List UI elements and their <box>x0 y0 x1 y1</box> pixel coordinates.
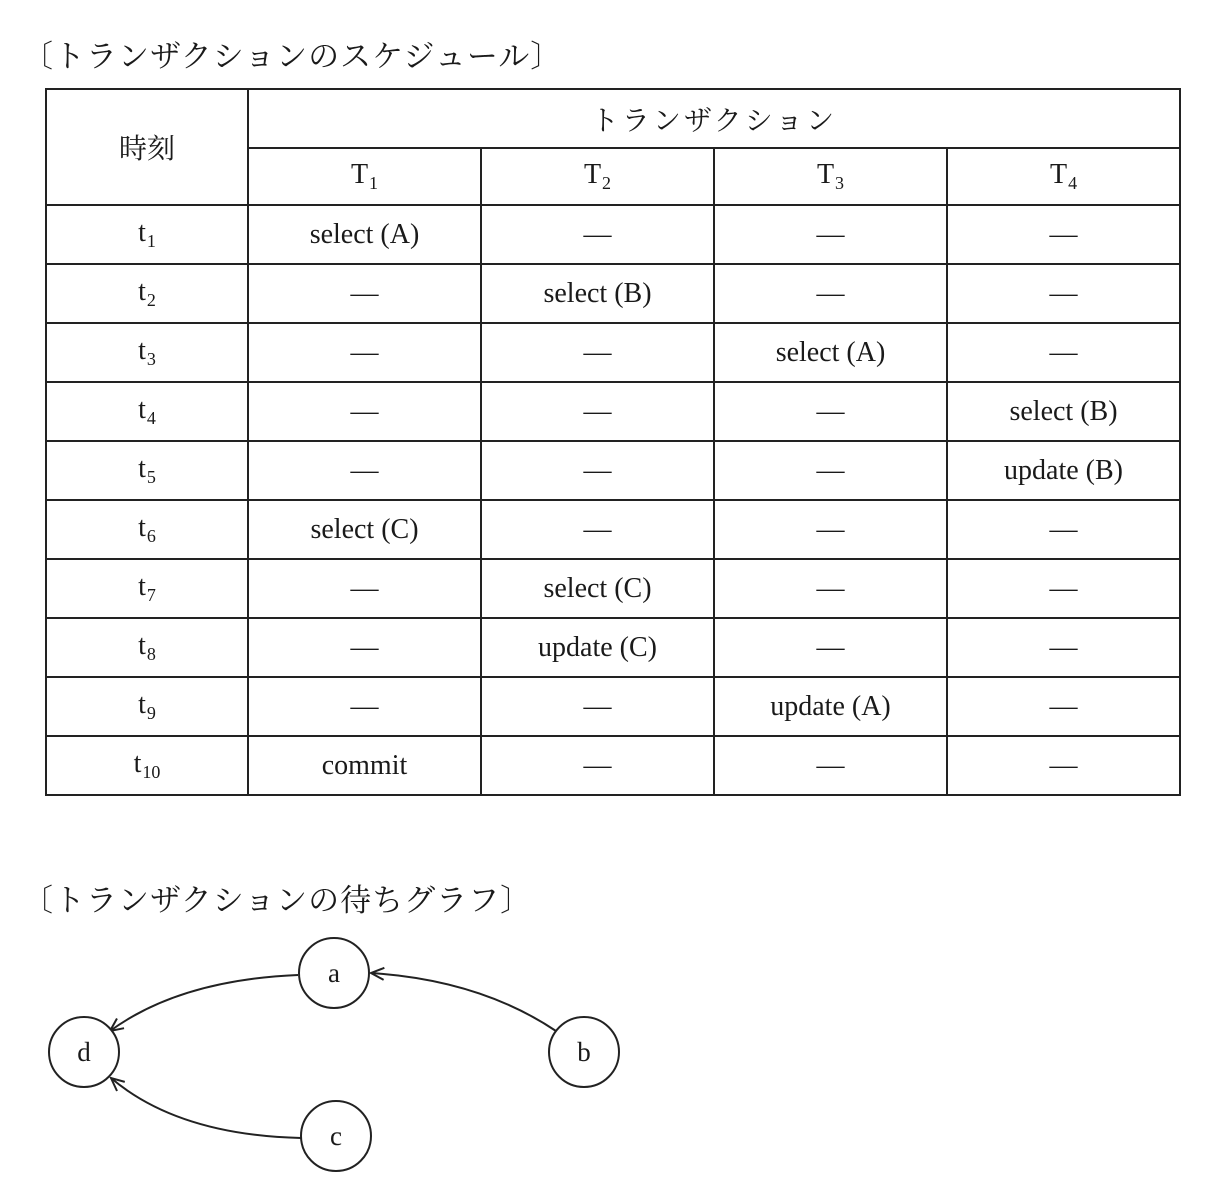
operation-cell: — <box>481 736 714 795</box>
operation-cell: — <box>714 264 947 323</box>
operation-cell: — <box>248 264 481 323</box>
node-label: d <box>77 1037 91 1067</box>
operation-cell: — <box>714 559 947 618</box>
operation-cell: select (B) <box>481 264 714 323</box>
operation-cell: — <box>248 677 481 736</box>
transaction-column-header: $T_3$ <box>714 148 947 205</box>
table-row <box>46 205 1180 264</box>
time-cell: $t_{10}$ <box>46 736 248 795</box>
operation-cell: — <box>947 205 1180 264</box>
transaction-column-header: $T_1$ <box>248 148 481 205</box>
operation-cell: — <box>248 441 481 500</box>
time-cell: $t_7$ <box>46 559 248 618</box>
transaction-column-header: $T_4$ <box>947 148 1180 205</box>
node-label: c <box>330 1121 342 1151</box>
time-cell: $t_9$ <box>46 677 248 736</box>
operation-cell: — <box>481 205 714 264</box>
operation-cell: select (B) <box>947 382 1180 441</box>
node-label: a <box>328 958 340 988</box>
operation-cell: — <box>947 618 1180 677</box>
header-row-1 <box>46 89 1180 148</box>
operation-cell: — <box>714 441 947 500</box>
table-row <box>46 382 1180 441</box>
operation-cell: — <box>714 618 947 677</box>
operation-cell: — <box>947 323 1180 382</box>
operation-cell: — <box>947 736 1180 795</box>
operation-cell: — <box>714 500 947 559</box>
table-row <box>46 500 1180 559</box>
time-cell: $t_4$ <box>46 382 248 441</box>
edge-c-to-d <box>111 1078 301 1138</box>
operation-cell: — <box>947 677 1180 736</box>
operation-cell: — <box>947 264 1180 323</box>
graph-nodes <box>49 938 619 1171</box>
operation-cell: — <box>714 736 947 795</box>
wait-graph-title: 〔トランザクションの待ちグラフ〕 <box>22 883 533 919</box>
operation-cell: — <box>248 559 481 618</box>
time-header: 時刻 <box>46 89 248 205</box>
edge-a-to-d <box>110 975 298 1031</box>
schedule-table <box>45 88 1181 796</box>
operation-cell: update (C) <box>481 618 714 677</box>
table-row <box>46 618 1180 677</box>
operation-cell: update (B) <box>947 441 1180 500</box>
transaction-header: トランザクション <box>248 89 1180 148</box>
table-row <box>46 677 1180 736</box>
time-cell: $t_6$ <box>46 500 248 559</box>
operation-cell: — <box>714 382 947 441</box>
operation-cell: select (C) <box>481 559 714 618</box>
wait-for-graph <box>0 930 680 1190</box>
schedule-title: 〔トランザクションのスケジュール〕 <box>22 39 563 75</box>
time-cell: $t_8$ <box>46 618 248 677</box>
operation-cell: select (A) <box>248 205 481 264</box>
operation-cell: — <box>248 323 481 382</box>
table-row <box>46 441 1180 500</box>
operation-cell: select (C) <box>248 500 481 559</box>
operation-cell: select (A) <box>714 323 947 382</box>
node-d <box>49 1017 119 1087</box>
table-row <box>46 559 1180 618</box>
time-cell: $t_1$ <box>46 205 248 264</box>
node-b <box>549 1017 619 1087</box>
operation-cell: — <box>248 382 481 441</box>
operation-cell: — <box>481 441 714 500</box>
edge-b-to-a <box>371 973 556 1031</box>
operation-cell: — <box>947 559 1180 618</box>
operation-cell: update (A) <box>714 677 947 736</box>
operation-cell: — <box>481 323 714 382</box>
operation-cell: commit <box>248 736 481 795</box>
table-row <box>46 264 1180 323</box>
operation-cell: — <box>248 618 481 677</box>
node-label: b <box>577 1037 591 1067</box>
time-cell: $t_5$ <box>46 441 248 500</box>
node-a <box>299 938 369 1008</box>
node-c <box>301 1101 371 1171</box>
table-row <box>46 736 1180 795</box>
operation-cell: — <box>481 677 714 736</box>
operation-cell: — <box>947 500 1180 559</box>
operation-cell: — <box>714 205 947 264</box>
table-row <box>46 323 1180 382</box>
schedule-body <box>46 205 1180 795</box>
time-cell: $t_2$ <box>46 264 248 323</box>
operation-cell: — <box>481 382 714 441</box>
transaction-column-header: $T_2$ <box>481 148 714 205</box>
time-cell: $t_3$ <box>46 323 248 382</box>
operation-cell: — <box>481 500 714 559</box>
